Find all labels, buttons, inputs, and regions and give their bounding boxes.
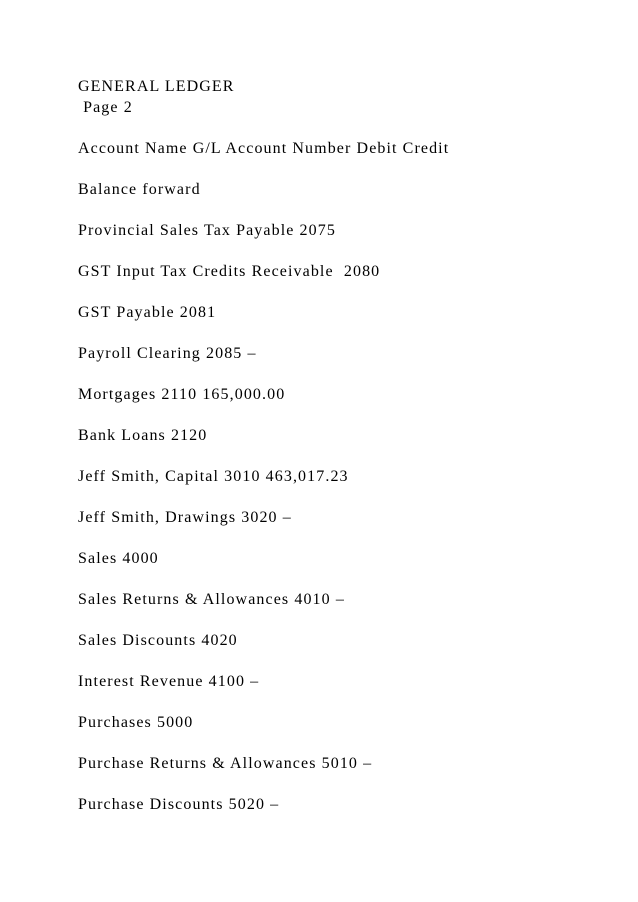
ledger-line: Sales 4000 [78,550,159,567]
ledger-line: GST Input Tax Credits Receivable 2080 [78,263,381,280]
ledger-line: Purchase Discounts 5020 – [78,796,280,813]
ledger-line: Purchase Returns & Allowances 5010 – [78,755,373,772]
ledger-line: Sales Discounts 4020 [78,632,238,649]
ledger-line: Interest Revenue 4100 – [78,673,260,690]
ledger-line: Balance forward [78,181,201,198]
ledger-line: Purchases 5000 [78,714,194,731]
column-header-line: Account Name G/L Account Number Debit Credit [78,140,450,157]
ledger-line: Bank Loans 2120 [78,427,208,444]
ledger-line: Jeff Smith, Drawings 3020 – [78,509,292,526]
ledger-line: Mortgages 2110 165,000.00 [78,386,286,403]
ledger-line: GST Payable 2081 [78,304,217,321]
ledger-line: Jeff Smith, Capital 3010 463,017.23 [78,468,349,485]
page-number: Page 2 [78,99,133,116]
ledger-title: GENERAL LEDGER [78,78,235,95]
ledger-line: Provincial Sales Tax Payable 2075 [78,222,336,239]
ledger-line: Payroll Clearing 2085 – [78,345,257,362]
ledger-line: Sales Returns & Allowances 4010 – [78,591,345,608]
